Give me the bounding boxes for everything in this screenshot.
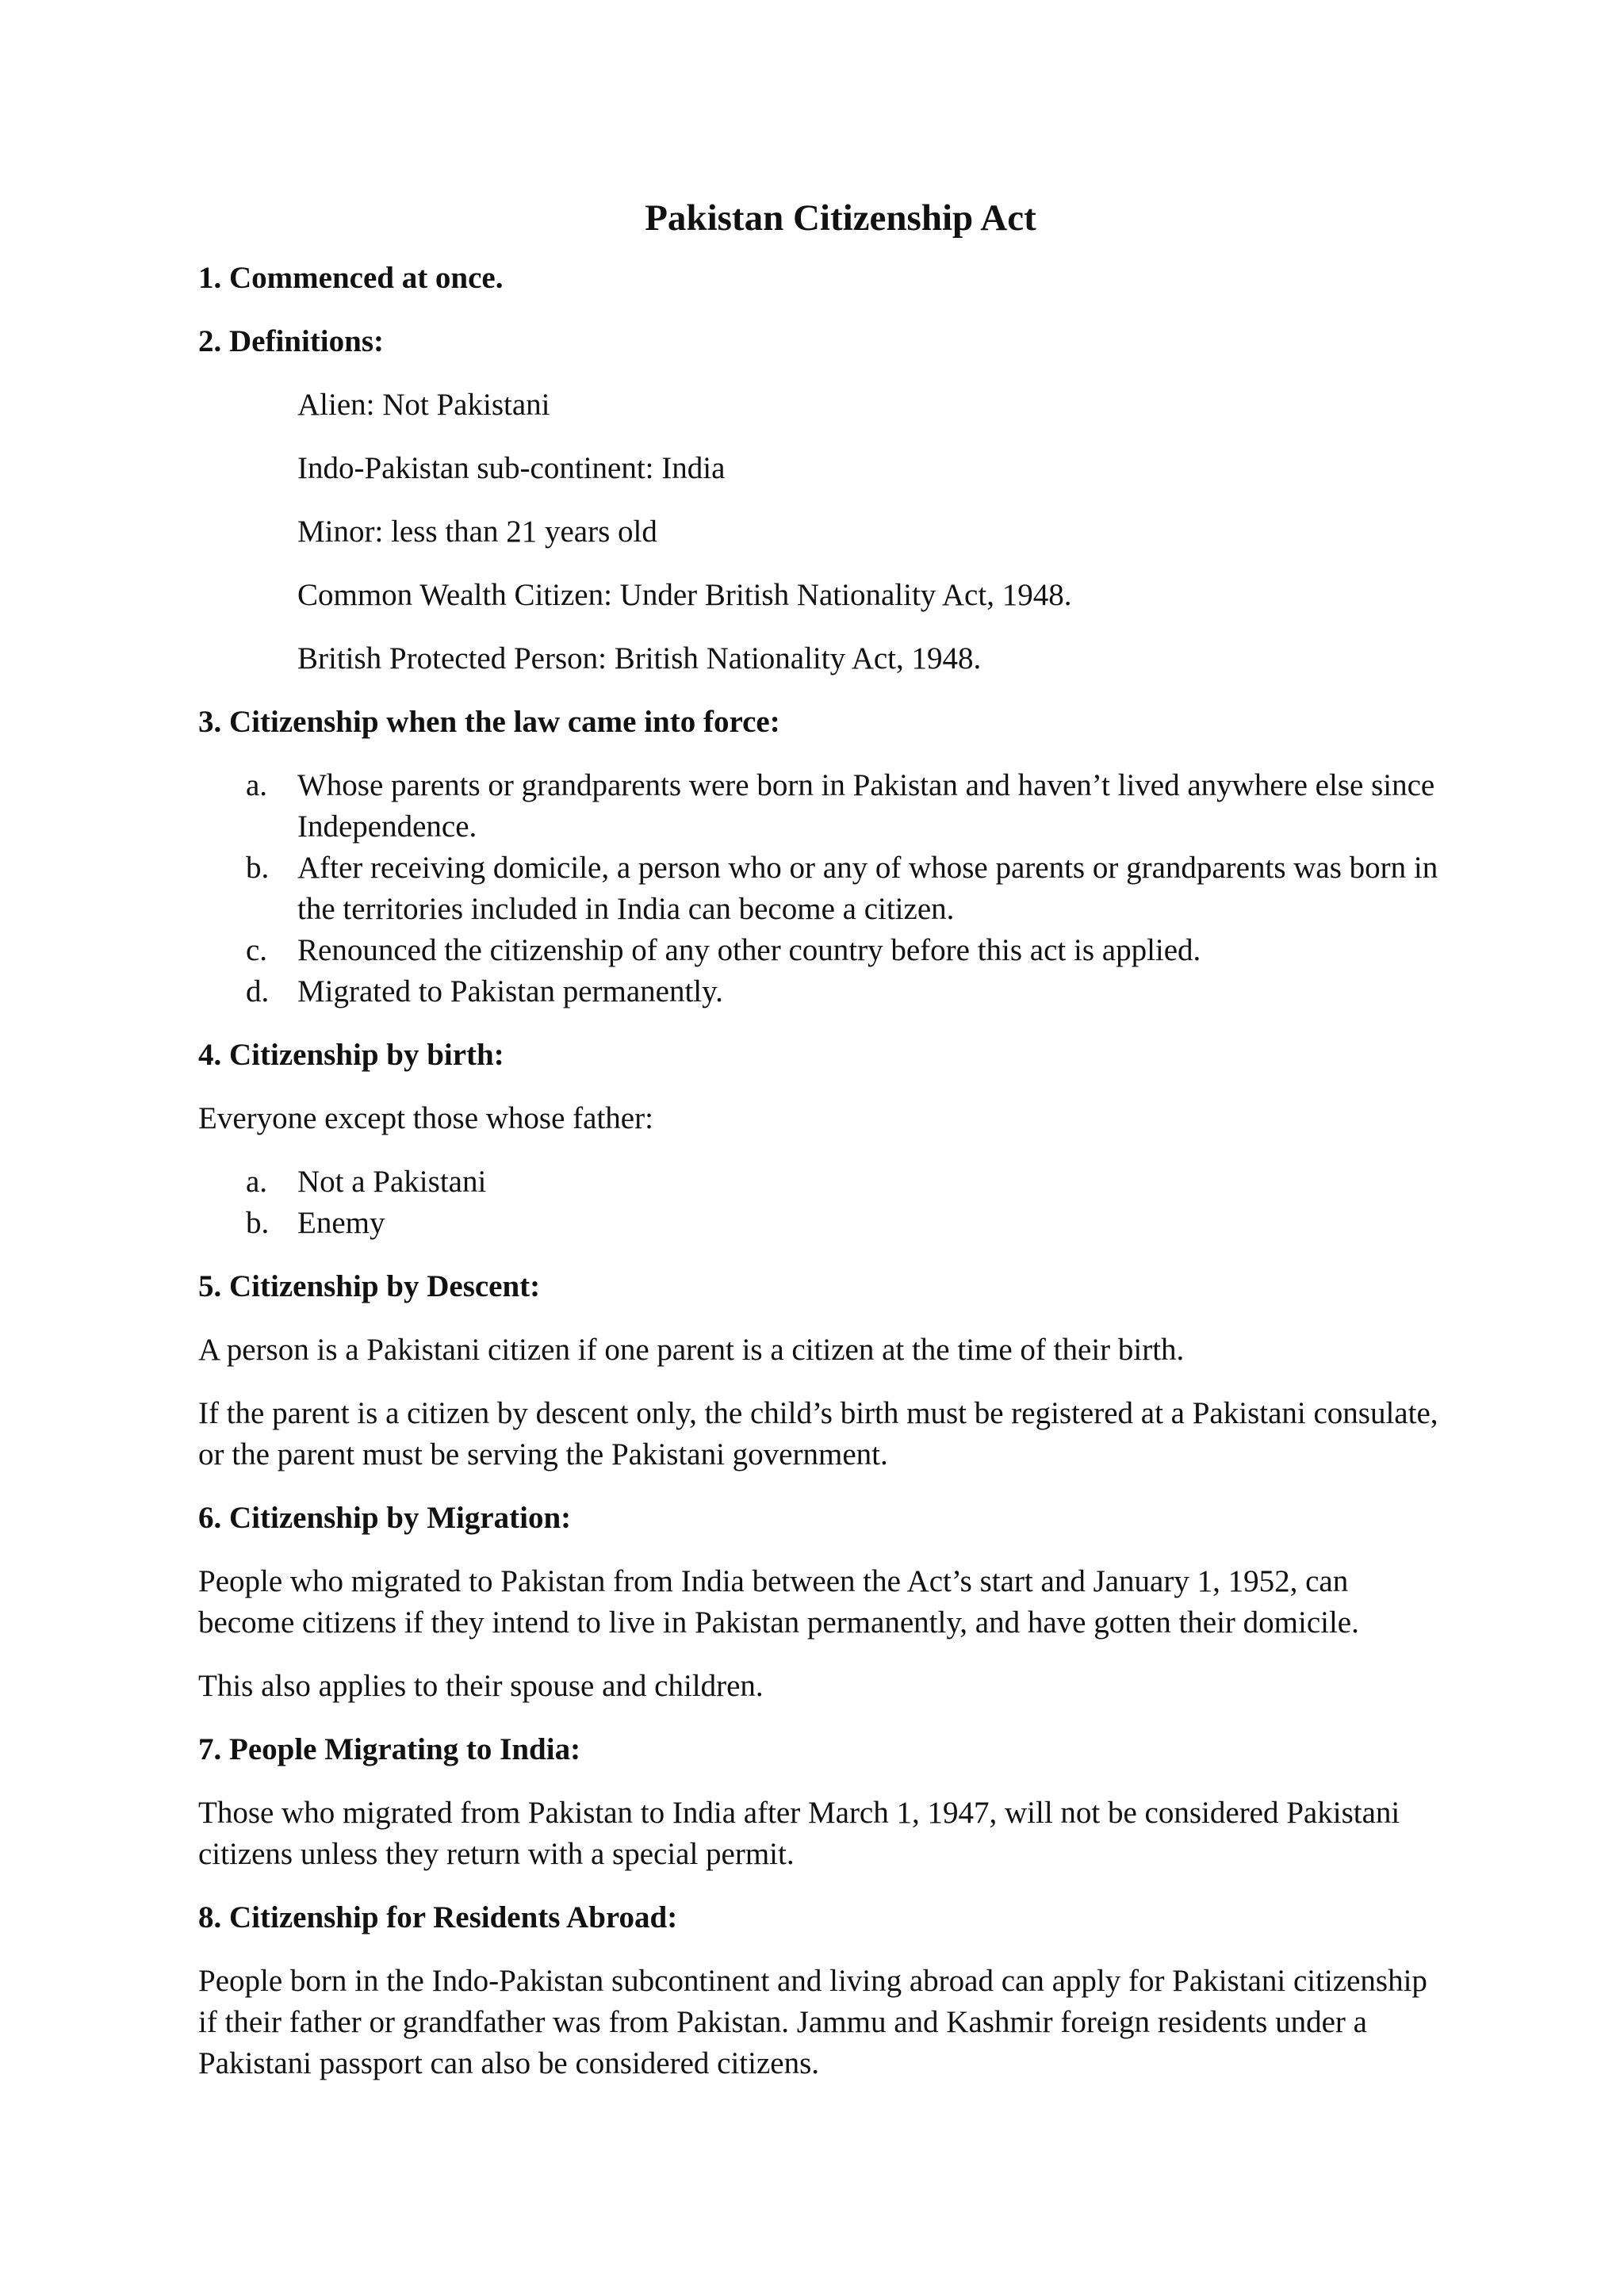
list-item [198, 765, 1451, 848]
document-page [198, 194, 1451, 2107]
section-6-paragraph: People who migrated to Pakistan from India between the Act’s start and January 1, 1952, can become citizens if they intend to live in Pakistan permanently, and have gotten their domicile. [198, 1564, 1359, 1640]
section-5-paragraph: A person is a Pakistani citizen if one parent is a citizen at the time of their birth. [198, 1333, 1185, 1367]
list-item-text: Enemy [297, 1206, 385, 1240]
list-marker: a. [246, 768, 268, 802]
section-3-heading: 3. Citizenship when the law came into force: [198, 705, 780, 739]
section-2-heading: 2. Definitions: [198, 324, 384, 358]
section-4-list [198, 1161, 1451, 1244]
section-7-heading: 7. People Migrating to India: [198, 1732, 581, 1766]
section-5-paragraph: If the parent is a citizen by descent only, the child’s birth must be registered at a Pakistani consulate, or the parent must be serving the Pakistani government. [198, 1396, 1438, 1471]
definition-minor: Minor: less than 21 years old [297, 515, 657, 549]
definitions-list [297, 385, 1451, 679]
section-4-intro: Everyone except those whose father: [198, 1101, 653, 1135]
section-1-heading: 1. Commenced at once. [198, 261, 504, 295]
list-marker: b. [246, 1206, 270, 1240]
list-item [198, 1161, 1451, 1203]
list-item [198, 1203, 1451, 1244]
section-5-heading: 5. Citizenship by Descent: [198, 1269, 541, 1303]
section-6-heading: 6. Citizenship by Migration: [198, 1501, 572, 1535]
list-marker: c. [246, 933, 268, 967]
list-item-text: Migrated to Pakistan permanently. [297, 974, 723, 1008]
definition-indo-pakistan: Indo-Pakistan sub-continent: India [297, 451, 726, 485]
definition-alien: Alien: Not Pakistani [297, 388, 550, 422]
definition-british-protected-person: British Protected Person: British Nationality Act, 1948. [297, 641, 982, 675]
list-marker: b. [246, 851, 270, 885]
list-item [198, 971, 1451, 1012]
list-item-text: After receiving domicile, a person who or any of whose parents or grandparents was born in the territories included in India can become a citizen. [297, 851, 1438, 926]
list-marker: d. [246, 974, 270, 1008]
section-4-heading: 4. Citizenship by birth: [198, 1038, 504, 1072]
list-item [198, 848, 1451, 930]
section-3-list [198, 765, 1451, 1012]
section-6-paragraph: This also applies to their spouse and children. [198, 1669, 764, 1703]
list-item-text: Renounced the citizenship of any other country before this act is applied. [297, 933, 1201, 967]
section-8-heading: 8. Citizenship for Residents Abroad: [198, 1900, 678, 1934]
list-item [198, 930, 1451, 971]
list-item-text: Not a Pakistani [297, 1165, 487, 1199]
list-marker: a. [246, 1165, 268, 1199]
document-title: Pakistan Citizenship Act [645, 197, 1036, 239]
definition-commonwealth-citizen: Common Wealth Citizen: Under British Nationality Act, 1948. [297, 578, 1072, 612]
section-8-paragraph: People born in the Indo-Pakistan subcontinent and living abroad can apply for Pakistani citizenship if their father or grandfather was from Pakistan. Jammu and Kashmir foreign residents under a Pakistani passport can also be considered citizens. [198, 1964, 1427, 2080]
section-7-paragraph: Those who migrated from Pakistan to India after March 1, 1947, will not be considered Pakistani citizens unless they return with a special permit. [198, 1796, 1400, 1871]
list-item-text: Whose parents or grandparents were born in Pakistan and haven’t lived anywhere else since Independence. [297, 768, 1435, 844]
